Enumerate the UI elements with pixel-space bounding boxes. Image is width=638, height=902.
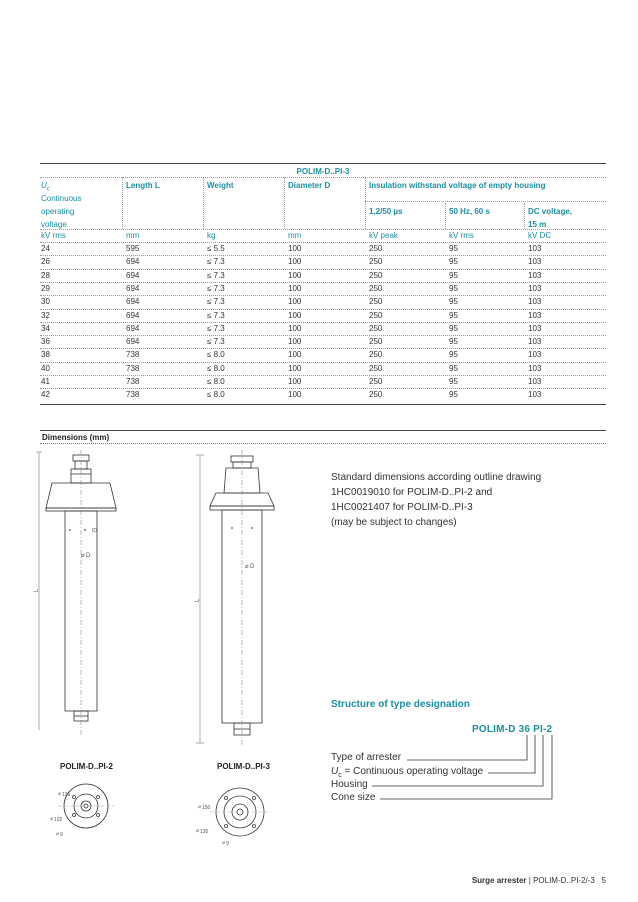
table-cell: 694	[126, 323, 140, 333]
drawing-label-d: D	[86, 553, 91, 559]
table-cell: 95	[449, 257, 458, 267]
table-cell: 100	[288, 257, 302, 267]
table-cell: ≤ 7.3	[207, 257, 225, 267]
drawing-label-l: L	[34, 588, 40, 592]
table-cell: 103	[528, 283, 542, 293]
svg-text:⌀: ⌀	[56, 831, 60, 837]
table-cell: 29	[41, 283, 50, 293]
table-cell: 95	[449, 323, 458, 333]
table-cell: 100	[288, 337, 302, 347]
table-cell: 694	[126, 257, 140, 267]
table-cell: 28	[41, 270, 50, 280]
legend-housing: Housing	[331, 779, 368, 790]
table-cell: 738	[126, 363, 140, 373]
table-cell: ≤ 5.5	[207, 244, 225, 253]
header-diameter: Diameter D	[288, 181, 331, 190]
header-weight: Weight	[207, 181, 234, 190]
table-cell: 32	[41, 310, 50, 320]
structure-title: Structure of type designation	[331, 699, 470, 710]
table-cell: 34	[41, 323, 50, 333]
table-cell: ≤ 7.3	[207, 323, 225, 333]
svg-text:9: 9	[60, 832, 63, 838]
table-cell: mm	[288, 231, 302, 240]
header-dc-line1: DC voltage,	[528, 207, 573, 216]
table-cell: 100	[288, 244, 302, 253]
table-cell: 40	[41, 363, 50, 373]
header-dc-line2: 15 m	[528, 220, 547, 229]
table-cell: 250	[369, 283, 383, 293]
table-cell: 100	[288, 350, 302, 360]
table-cell: 595	[126, 244, 140, 253]
table-cell: ≤ 8.0	[207, 350, 225, 360]
svg-text:ID: ID	[92, 528, 97, 534]
header-ac: 50 Hz, 60 s	[449, 207, 490, 216]
table-cell: 694	[126, 283, 140, 293]
table-cell: 738	[126, 377, 140, 386]
table-cell: ≤ 7.3	[207, 297, 225, 307]
table-cell: kV peak	[369, 231, 398, 240]
table-cell: 95	[449, 363, 458, 373]
table-title: POLIM-D..PI-3	[296, 167, 350, 176]
table-cell: kV rms	[41, 231, 66, 240]
table-cell: 694	[126, 297, 140, 307]
table-cell: ≤ 7.3	[207, 337, 225, 347]
table-cell: ≤ 7.3	[207, 310, 225, 320]
table-cell: ≤ 8.0	[207, 390, 225, 400]
table-cell: 100	[288, 297, 302, 307]
table-cell: 100	[288, 270, 302, 280]
table-cell: 250	[369, 297, 383, 307]
table-cell: 95	[449, 310, 458, 320]
table-cell: 738	[126, 350, 140, 360]
table-cell: 42	[41, 390, 50, 400]
table-cell: 250	[369, 244, 383, 253]
table-cell: 694	[126, 270, 140, 280]
table-cell: 250	[369, 310, 383, 320]
note-line: 1HC0021407 for POLIM-D..PI-3	[331, 502, 473, 513]
header-uc: $U_c$	[41, 181, 50, 193]
table-cell: 738	[126, 390, 140, 400]
svg-text:130: 130	[200, 829, 209, 835]
svg-text:⌀: ⌀	[222, 840, 226, 846]
table-cell: 103	[528, 390, 542, 400]
table-cell: 95	[449, 270, 458, 280]
note-line: Standard dimensions according outline drawing	[331, 472, 542, 483]
table-cell: mm	[126, 231, 140, 240]
table-cell: 36	[41, 337, 50, 347]
table-cell: 38	[41, 350, 50, 360]
table-cell: 250	[369, 377, 383, 386]
table-cell: 100	[288, 363, 302, 373]
table-cell: 95	[449, 337, 458, 347]
table-cell: 95	[449, 244, 458, 253]
legend-type: Type of arrester	[331, 752, 402, 763]
table-cell: kg	[207, 231, 216, 240]
table-cell: kV DC	[528, 231, 552, 240]
legend-uc: $U_c$ = Continuous operating voltage	[331, 766, 484, 779]
header-uc-line3: voltage	[41, 220, 67, 229]
table-cell: 103	[528, 297, 542, 307]
header-uc-line1: Continuous	[41, 194, 82, 203]
page-footer	[472, 876, 606, 885]
table-cell: 103	[528, 337, 542, 347]
designation-code: POLIM-D 36 PI-2	[472, 724, 553, 735]
svg-text:102: 102	[54, 817, 63, 823]
table-cell: 95	[449, 377, 458, 386]
table-cell: 24	[41, 244, 50, 253]
dimensions-label: Dimensions (mm)	[42, 433, 110, 442]
svg-text:150: 150	[202, 805, 211, 811]
svg-text:⌀: ⌀	[198, 804, 202, 810]
svg-text:⌀: ⌀	[81, 553, 85, 559]
svg-text:136: 136	[62, 792, 71, 798]
table-cell: 103	[528, 363, 542, 373]
table-cell: 103	[528, 377, 542, 386]
caption-pi-2: POLIM-D..PI-2	[60, 762, 113, 771]
table-cell: 694	[126, 310, 140, 320]
table-cell: 95	[449, 297, 458, 307]
table-cell: kV rms	[449, 231, 474, 240]
table-cell: 250	[369, 270, 383, 280]
header-length: Length L	[126, 181, 160, 190]
table-cell: 694	[126, 337, 140, 347]
table-cell: 95	[449, 283, 458, 293]
drawing-label-l: L	[195, 598, 201, 602]
svg-text:⌀: ⌀	[196, 828, 200, 834]
page-number: 5	[601, 876, 606, 885]
svg-text:⌀: ⌀	[245, 564, 249, 570]
svg-text:⌀: ⌀	[58, 791, 62, 797]
table-cell: 103	[528, 244, 542, 253]
table-cell: ≤ 8.0	[207, 363, 225, 373]
table-cell: 103	[528, 257, 542, 267]
table-cell: ≤ 7.3	[207, 283, 225, 293]
table-cell: 100	[288, 283, 302, 293]
table-cell: 103	[528, 270, 542, 280]
table-cell: 26	[41, 257, 50, 267]
table-cell: 250	[369, 350, 383, 360]
footer-product: Surge arrester	[471, 876, 527, 885]
header-uc-line2: operating	[41, 207, 75, 216]
table-cell: 100	[288, 323, 302, 333]
svg-text:9: 9	[226, 841, 229, 847]
table-cell: 100	[288, 377, 302, 386]
table-cell: 250	[369, 323, 383, 333]
footer-separator: |	[528, 876, 531, 885]
drawing-label-d: D	[250, 564, 255, 570]
table-cell: 103	[528, 350, 542, 360]
note-line: 1HC0019010 for POLIM-D..PI-2 and	[331, 487, 493, 498]
table-cell: 103	[528, 310, 542, 320]
table-cell: 250	[369, 363, 383, 373]
table-cell: 100	[288, 310, 302, 320]
table-cell: 95	[449, 390, 458, 400]
note-line: (may be subject to changes)	[331, 517, 457, 528]
table-cell: 100	[288, 390, 302, 400]
header-insulation: Insulation withstand voltage of empty housing	[369, 181, 546, 190]
table-cell: ≤ 8.0	[207, 377, 225, 386]
table-cell: 250	[369, 257, 383, 267]
footer-model: POLIM-D..PI-2/-3	[533, 876, 595, 885]
table-cell: 95	[449, 350, 458, 360]
table-cell: 250	[369, 390, 383, 400]
table-cell: 103	[528, 323, 542, 333]
table-cell: ≤ 7.3	[207, 270, 225, 280]
caption-pi-3: POLIM-D..PI-3	[217, 762, 270, 771]
legend-cone: Cone size	[331, 792, 376, 803]
svg-text:⌀: ⌀	[50, 816, 54, 822]
table-cell: 41	[41, 377, 50, 386]
table-cell: 250	[369, 337, 383, 347]
table-cell: 30	[41, 297, 50, 307]
header-impulse: 1,2/50 µs	[369, 207, 403, 216]
